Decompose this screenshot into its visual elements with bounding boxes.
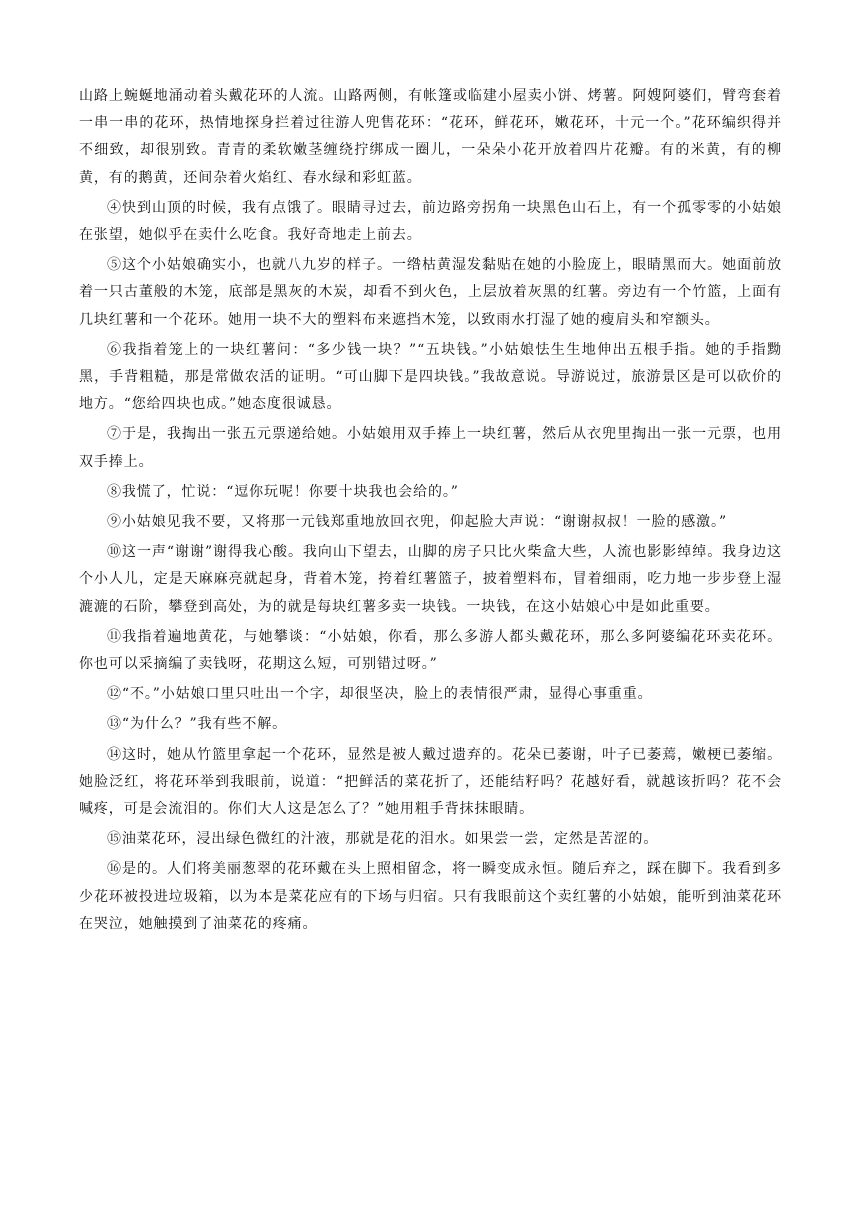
paragraph-12: ⑫“不。”小姑娘口里只吐出一个字，却很坚决，脸上的表情很严肃，显得心事重重。 <box>107 686 653 703</box>
paragraph-5: ⑤这个小姑娘确实小，也就八九岁的样子。一绺枯黄湿发黏贴在她的小脸庞上，眼睛黑而大。她面前放着一只古董般的木笼，底部是黑灰的木炭，却看不到火色，上层放着灰黑的红薯。旁边有一个竹篮，上面有几块红薯和一个花环。她用一块不大的塑料布来遮挡木笼，以致雨水打湿了她的瘦肩头和窄额头。 <box>79 257 782 328</box>
paragraph-6: ⑥我指着笼上的一块红薯问：“多少钱一块？”“五块钱。”小姑娘怯生生地伸出五根手指。她的手指黝黑，手背粗糙，那是常做农活的证明。“可山脚下是四块钱。”我故意说。导游说过，旅游景区是可以砍价的地方。“您给四块也成。”她态度很诚恳。 <box>79 341 782 413</box>
paragraph-9: ⑨小姑娘见我不要，又将那一元钱郑重地放回衣兜，仰起脸大声说：“谢谢叔叔！一脸的感激。” <box>107 514 728 531</box>
paragraph-3-continued: 山路上蜿蜒地涌动着头戴花环的人流。山路两侧，有帐篷或临建小屋卖小饼、烤薯。阿嫂阿婆们，臂弯套着一串一串的花环，热情地探身拦着过往游人兜售花环：“花环，鲜花环，嫩花环，十元一个。”花环编织得并不细致，却很别致。青青的柔软嫩茎缠绕拧绑成一圈儿，一朵朵小花开放着四片花瓣。有的米黄，有的柳黄，有的鹅黄，还间杂着火焰红、春水绿和彩虹蓝。 <box>79 88 782 186</box>
paragraph-11: ⑪我指着遍地黄花，与她攀谈：“小姑娘，你看，那么多游人都头戴花环，那么多阿婆编花环卖花环。你也可以采摘编了卖钱呀，花期这么短，可别错过呀。” <box>79 628 782 673</box>
paragraph-4: ④快到山顶的时候，我有点饿了。眼睛寻过去，前边路旁拐角一块黑色山石上，有一个孤零零的小姑娘在张望，她似乎在卖什么吃食。我好奇地走上前去。 <box>79 199 782 244</box>
paragraph-14: ⑭这时，她从竹篮里拿起一个花环，显然是被人戴过遗弃的。花朵已萎谢，叶子已萎蔫，嫩梗已萎缩。她脸泛红，将花环举到我眼前，说道：“把鲜活的菜花折了，还能结籽吗？花越好看，就越该折吗？花不会喊疼，可是会流泪的。你们大人这是怎么了？”她用粗手背抹抹眼睛。 <box>79 746 782 818</box>
paragraph-10: ⑩这一声“谢谢”谢得我心酸。我向山下望去，山脚的房子只比火柴盒大些，人流也影影绰绰。我身边这个小人儿，定是天麻麻亮就起身，背着木笼，挎着红薯篮子，披着塑料布，冒着细雨，吃力地一步步登上湿漉漉的石阶，攀登到高处，为的就是每块红薯多卖一块钱。一块钱，在这小姑娘心中是如此重要。 <box>79 544 782 615</box>
paragraph-7: ⑦于是，我掏出一张五元票递给她。小姑娘用双手捧上一块红薯，然后从衣兜里掏出一张一元票，也用双手捧上。 <box>79 426 782 470</box>
paragraph-8: ⑧我慌了，忙说：“逗你玩呢！你要十块我也会给的。” <box>107 483 459 500</box>
document-body <box>79 83 782 941</box>
paragraph-15: ⑮油菜花环，浸出绿色微红的汁液，那就是花的泪水。如果尝一尝，定然是苦涩的。 <box>107 831 659 848</box>
paragraph-13: ⑬“为什么？”我有些不解。 <box>107 716 288 733</box>
paragraph-16: ⑯是的。人们将美丽葱翠的花环戴在头上照相留念，将一瞬变成永恒。随后弃之，踩在脚下。我看到多少花环被投进垃圾箱，以为本是菜花应有的下场与归宿。只有我眼前这个卖红薯的小姑娘，能听到油菜花环在哭泣，她触摸到了油菜花的疼痛。 <box>79 861 782 932</box>
